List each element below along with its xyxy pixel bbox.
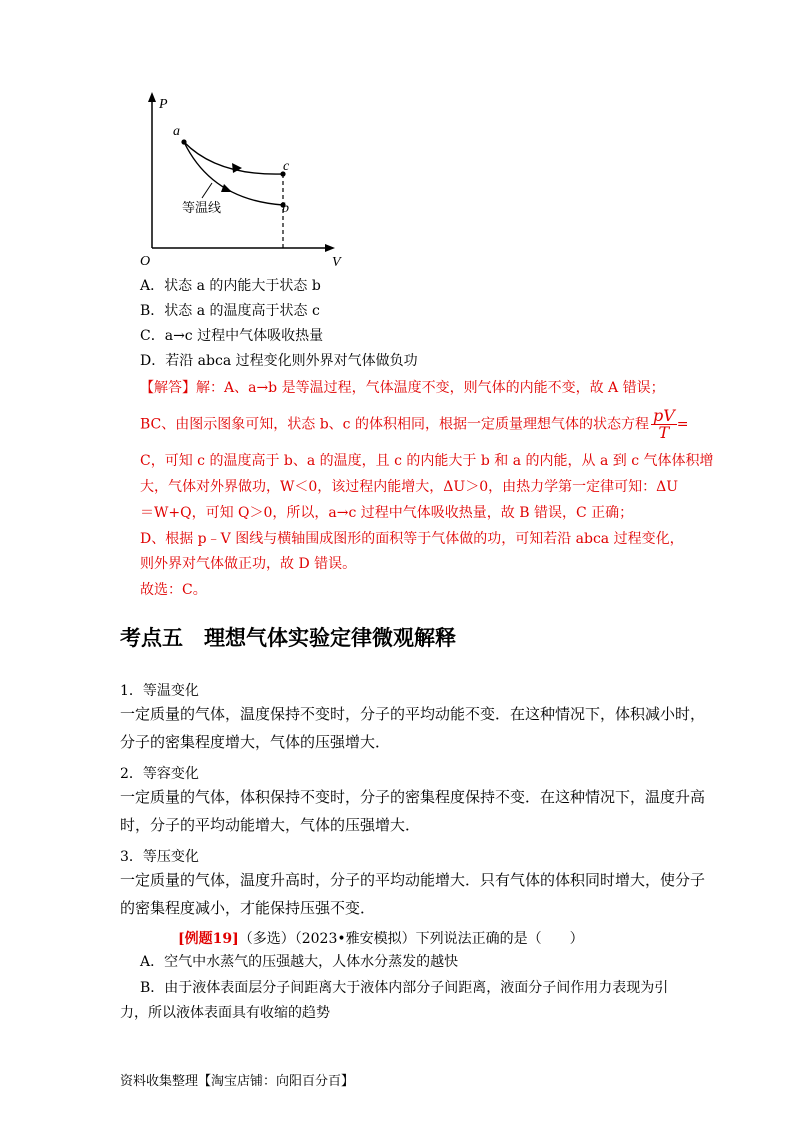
arrow-a-b <box>221 184 232 192</box>
point-c-label: c <box>283 159 290 174</box>
fraction-denominator: T <box>658 423 670 442</box>
point-3-title: 3．等压变化 <box>120 849 199 865</box>
solution-text: BC、由图示图象可知，状态 b、c 的体积相同，根据一定质量理想气体的状态方程 <box>140 416 649 433</box>
solution-line-3: C，可知 c 的温度高于 b、a 的温度，且 c 的内能大于 b 和 a 的内能，从 a 到 c 气体体积增 <box>140 453 714 469</box>
solution-line-8: 故选：C。 <box>140 582 207 598</box>
point-3-line-1: 一定质量的气体，温度升高时，分子的平均动能增大．只有气体的体积同时增大，使分子 <box>120 871 706 889</box>
solution-line-2 <box>140 408 689 441</box>
solution-line-6: D、根据 p﹣V 图线与横轴围成图形的面积等于气体做的功，可知若沿 abca 过程变化， <box>140 531 684 547</box>
footer-note: 资料收集整理【淘宝店铺：向阳百分百】 <box>120 1074 355 1089</box>
v-axis-arrow <box>325 244 335 252</box>
solution-line-4: 大，气体对外界做功，W＜0，该过程内能增大，ΔU＞0，由热力学第一定律可知：ΔU <box>140 479 679 495</box>
option-text: 若沿 abca 过程变化则外界对气体做负功 <box>165 353 418 369</box>
pv-diagram <box>132 88 357 268</box>
point-1-line-2: 分子的密集程度增大，气体的压强增大． <box>120 733 391 751</box>
solution-line-7: 则外界对气体做正功，故 D 错误。 <box>140 556 357 572</box>
example-option-a: A．空气中水蒸气的压强越大，人体水分蒸发的越快 <box>140 954 459 970</box>
axis-p-label: P <box>159 97 168 112</box>
isotherm-label: 等温线 <box>182 201 222 216</box>
example-option-b: B．由于液体表面层分子间距离大于液体内部分子间距离，液面分子间作用力表现为引 <box>140 980 669 996</box>
isotherm-pointer <box>202 183 212 198</box>
point-2-title: 2．等容变化 <box>120 766 199 782</box>
option-letter: C． <box>140 328 165 344</box>
option-letter: D． <box>140 353 166 369</box>
section-heading: 考点五 理想气体实验定律微观解释 <box>120 626 456 650</box>
point-2-line-2: 时，分子的平均动能增大，气体的压强增大． <box>120 816 421 834</box>
p-axis-arrow <box>148 92 156 102</box>
option-letter: A． <box>140 278 165 294</box>
option-text: a→c 过程中气体吸收热量 <box>164 328 324 344</box>
equals-sign: = <box>676 416 689 433</box>
solution-line-5: ＝W+Q，可知 Q＞0，所以，a→c 过程中气体吸收热量，故 B 错误，C 正确； <box>140 505 634 521</box>
option-text: 状态 a 的温度高于状态 c <box>164 303 320 319</box>
state-equation-fraction <box>651 408 677 441</box>
example-option-b-cont: 力，所以液体表面具有收缩的趋势 <box>120 1005 330 1021</box>
point-1-title: 1．等温变化 <box>120 683 199 699</box>
point-3-line-2: 的密集程度减小，才能保持压强不变． <box>120 899 376 917</box>
option-text: 状态 a 的内能大于状态 b <box>164 278 321 294</box>
point-b-label: b <box>282 201 289 216</box>
point-1-line-1: 一定质量的气体，温度保持不变时，分子的平均动能不变．在这种情况下，体积减小时， <box>120 705 706 723</box>
option-b <box>140 301 320 321</box>
origin-label: O <box>140 254 151 268</box>
example-tag: [例题19] <box>178 931 239 947</box>
solution-line-1 <box>140 378 665 398</box>
point-a-dot <box>181 139 186 144</box>
option-c <box>140 326 323 346</box>
example-question <box>178 928 584 948</box>
option-a <box>140 276 321 296</box>
point-2-line-1: 一定质量的气体，体积保持不变时，分子的密集程度保持不变．在这种情况下，温度升高 <box>120 788 706 806</box>
solution-text: 解：A、a→b 是等温过程，气体温度不变，则气体的内能不变，故 A 错误； <box>196 380 665 396</box>
option-letter: B． <box>140 303 165 319</box>
fraction-numerator: pV <box>652 406 675 425</box>
solution-tag: 【解答】 <box>140 380 196 396</box>
option-d <box>140 351 418 371</box>
point-a-label: a <box>173 124 180 139</box>
example-text: （多选）（2023•雅安模拟）下列说法正确的是（ ） <box>238 931 584 947</box>
axis-v-label: V <box>332 255 341 268</box>
